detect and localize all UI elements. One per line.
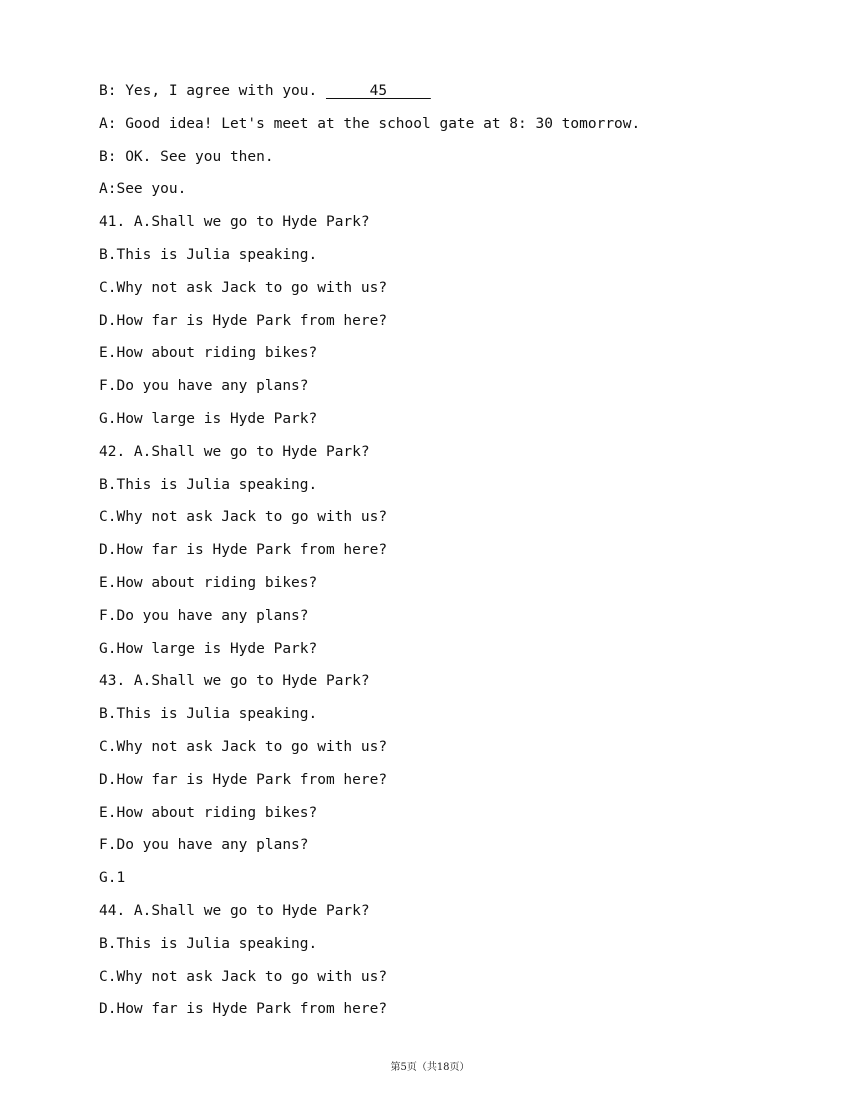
option-line: F.Do you have any plans? <box>99 378 309 395</box>
option-line: D.How far is Hyde Park from here? <box>99 1001 388 1018</box>
option-line: B.This is Julia speaking. <box>99 935 318 952</box>
option-line: C.Why not ask Jack to go with us? <box>99 968 388 985</box>
dialogue-line: A:See you. <box>99 181 187 198</box>
dialogue-line: B: OK. See you then. <box>99 148 274 165</box>
option-line: F.Do you have any plans? <box>99 607 309 624</box>
question-41-stem: 41. A.Shall we go to Hyde Park? <box>99 214 370 231</box>
option-line: D.How far is Hyde Park from here? <box>99 771 388 788</box>
question-42-stem: 42. A.Shall we go to Hyde Park? <box>99 443 370 460</box>
option-line: E.How about riding bikes? <box>99 345 318 362</box>
page-number-footer: 第5页（共18页） <box>390 1062 470 1073</box>
option-line: B.This is Julia speaking. <box>99 476 318 493</box>
option-line: E.How about riding bikes? <box>99 574 318 591</box>
question-44-stem: 44. A.Shall we go to Hyde Park? <box>99 902 370 919</box>
dialogue-text: B: Yes, I agree with you. <box>99 83 326 99</box>
option-line: B.This is Julia speaking. <box>99 706 318 723</box>
option-line: C.Why not ask Jack to go with us? <box>99 279 388 296</box>
option-line: C.Why not ask Jack to go with us? <box>99 509 388 526</box>
dialogue-line: A: Good idea! Let's meet at the school gate at 8: 30 tomorrow. <box>99 115 641 132</box>
option-line: G.1 <box>99 870 126 887</box>
option-line: D.How far is Hyde Park from here? <box>99 312 388 329</box>
option-line: D.How far is Hyde Park from here? <box>99 542 388 559</box>
option-line: E.How about riding bikes? <box>99 804 318 821</box>
option-line: C.Why not ask Jack to go with us? <box>99 738 388 755</box>
option-line: G.How large is Hyde Park? <box>99 640 318 657</box>
option-line: G.How large is Hyde Park? <box>99 410 318 427</box>
option-line: F.Do you have any plans? <box>99 837 309 854</box>
dialogue-line-b-agree <box>99 80 640 113</box>
question-43-stem: 43. A.Shall we go to Hyde Park? <box>99 673 370 690</box>
option-line: B.This is Julia speaking. <box>99 246 318 263</box>
document-body <box>99 80 640 1031</box>
answer-blank-45: _____45_____ <box>325 83 431 99</box>
